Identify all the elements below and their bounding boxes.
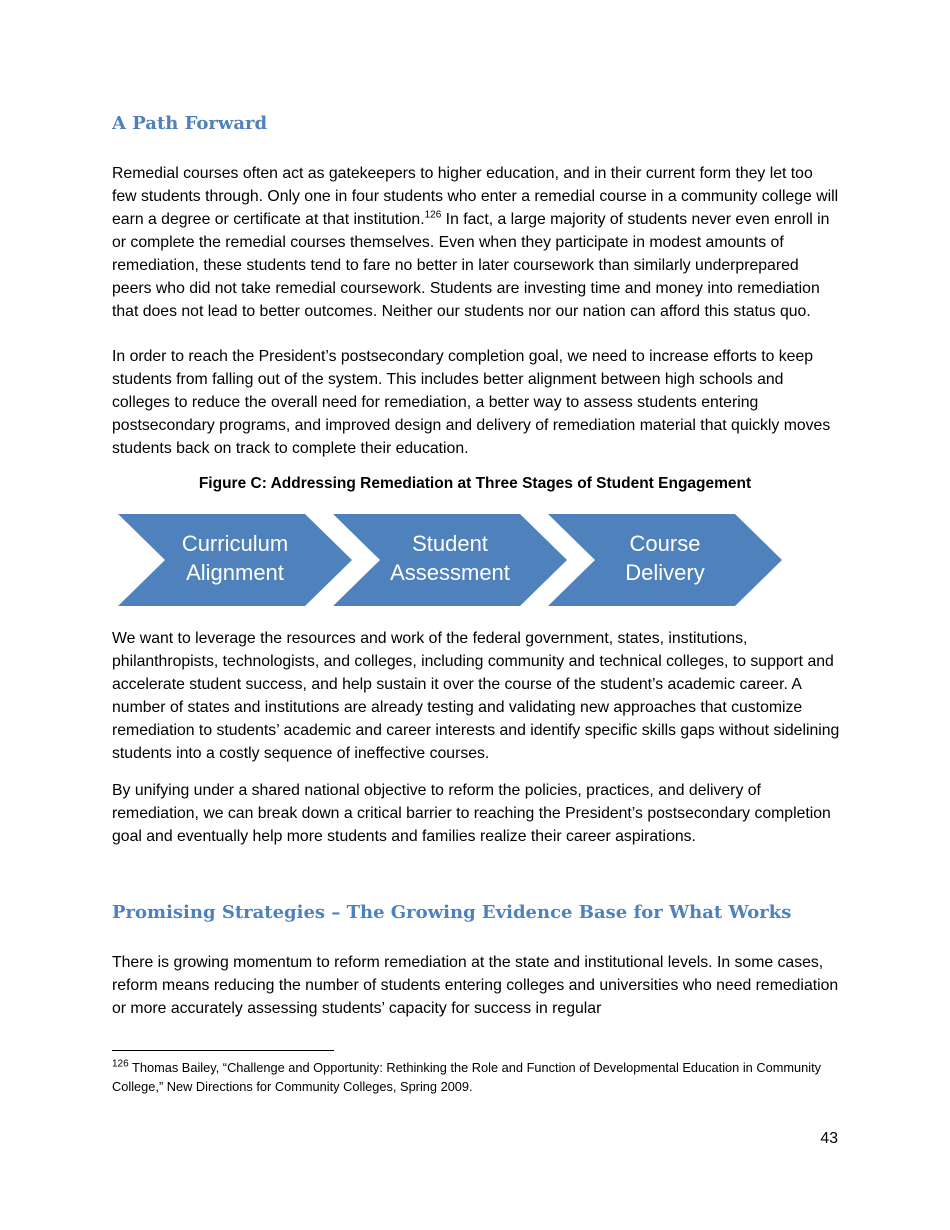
footnote-ref-126: 126 bbox=[424, 209, 442, 221]
section-heading-promising-strategies: Promising Strategies – The Growing Evidence Base for What Works bbox=[112, 902, 792, 923]
chevron-label bbox=[586, 529, 744, 587]
chevron-label-line1: Course bbox=[629, 531, 701, 556]
section-heading-path-forward: A Path Forward bbox=[112, 113, 268, 134]
chevron-label-line1: Curriculum bbox=[181, 531, 289, 556]
chevron-label-line1: Student bbox=[412, 531, 488, 556]
paragraph-unifying-objective: By unifying under a shared national objective to reform the policies, practices, and delivery of remediation, we can break down a critical barrier to reaching the President’s postsecondary completion goal and eventually help more students and families realize their career aspirations. bbox=[112, 782, 831, 845]
chevron-label-line2: Assessment bbox=[390, 560, 510, 585]
paragraph-leverage-resources: We want to leverage the resources and work of the federal government, states, institutions, philanthropists, technologists, and colleges, including community and technical colleges, to support and accelerate student success, and help sustain it over the course of the student’s academic career. A number of states and institutions are already testing and validating new approaches that customize remediation to students’ academic and career interests and identify specific skills gaps without sidelining students into a costly sequence of ineffective courses. bbox=[112, 630, 840, 762]
footnote-126 bbox=[112, 1058, 840, 1096]
footnote-number: 126 bbox=[112, 1058, 129, 1070]
chevron-curriculum-alignment bbox=[118, 514, 352, 606]
paragraph-growing-momentum: There is growing momentum to reform remediation at the state and institutional levels. In some cases, reform means reducing the number of students entering colleges and universities who need remediation or more accurately assessing students’ capacity for success in regular bbox=[112, 954, 839, 1017]
paragraph-completion-goal: In order to reach the President’s postsecondary completion goal, we need to increase efforts to keep students from falling out of the system. This includes better alignment between high schools and colleges to reduce the overall need for remediation, a better way to assess students entering postsecondary programs, and improved design and delivery of remediation material that quickly moves students back on track to complete their education. bbox=[112, 348, 831, 457]
chevron-student-assessment bbox=[333, 514, 567, 606]
footnote-separator bbox=[112, 1050, 334, 1051]
figure-caption: Figure C: Addressing Remediation at Three Stages of Student Engagement bbox=[198, 475, 752, 492]
footnote-text: Thomas Bailey, “Challenge and Opportunity: Rethinking the Role and Function of Developmental Education in Community College,” New Directions for Community Colleges, Spring 2009. bbox=[112, 1060, 822, 1094]
chevron-label bbox=[371, 529, 529, 587]
paragraph-text: Remedial courses often act as gatekeepers to higher education, and in their current form they let too few students through. Only one in four students who enter a remedial course in a community college will earn a degree or certificate at that institution. bbox=[112, 165, 839, 228]
chevron-label-line2: Alignment bbox=[186, 560, 284, 585]
chevron-course-delivery bbox=[548, 514, 782, 606]
paragraph-text-continued: In fact, a large majority of students never even enroll in or complete the remedial courses themselves. Even when they participate in modest amounts of remediation, these students tend to fare no better in later coursework than similarly underprepared peers who did not take remedial coursework. Students are investing time and money into remediation that does not lead to better outcomes. Neither our students nor our nation can afford this status quo. bbox=[112, 211, 830, 320]
chevron-label bbox=[156, 529, 314, 587]
chevron-label-line2: Delivery bbox=[625, 560, 705, 585]
page-number: 43 bbox=[820, 1130, 838, 1147]
paragraph-remedial-gatekeepers bbox=[112, 162, 840, 323]
